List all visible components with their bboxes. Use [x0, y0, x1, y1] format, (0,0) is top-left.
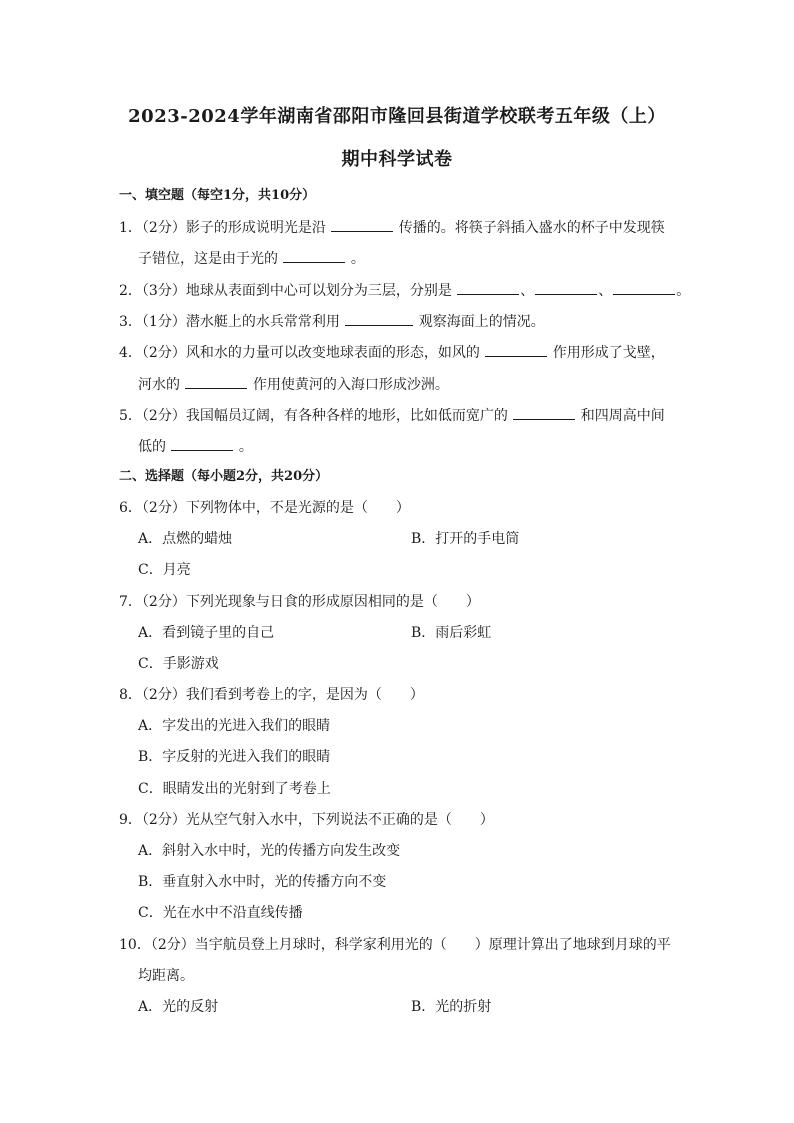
q4-text-d: 作用使黄河的入海口形成沙洲。 — [252, 377, 449, 393]
q8-option-a[interactable]: A．字发出的光进入我们的眼睛 — [138, 718, 331, 734]
question-4-line2 — [138, 374, 449, 395]
q4-blank-1[interactable] — [485, 342, 547, 357]
question-2 — [119, 280, 690, 301]
question-10-stem-line1: 10．（2分）当宇航员登上月球时，科学家利用光的（ ）原理计算出了地球到月球的平 — [119, 937, 671, 953]
section-choice-heading: 二、选择题（每小题2分，共20分） — [119, 469, 329, 484]
q2-sep-1: 、 — [520, 283, 535, 299]
q5-blank-2[interactable] — [171, 436, 233, 451]
q2-blank-1[interactable] — [457, 280, 519, 295]
q7-option-a[interactable]: A．看到镜子里的自己 — [138, 625, 275, 641]
q4-text-c: 河水的 — [138, 377, 180, 393]
q5-text-c: 低的 — [138, 439, 166, 455]
q6-option-c[interactable]: C．月亮 — [138, 562, 191, 578]
q2-blank-3[interactable] — [613, 280, 675, 295]
question-4-line1 — [119, 342, 665, 363]
q1-blank-1[interactable] — [331, 217, 393, 232]
q10-option-b[interactable]: B．光的折射 — [411, 999, 492, 1015]
section-fill-blank-heading: 一、填空题（每空1分，共10分） — [119, 188, 316, 203]
exam-title-line2: 期中科学试卷 — [341, 149, 453, 170]
q3-text-a: 3．（1分）潜水艇上的水兵常常利用 — [119, 314, 340, 330]
q2-blank-2[interactable] — [535, 280, 597, 295]
q1-text-b: 传播的。将筷子斜插入盛水的杯子中发现筷 — [398, 220, 665, 236]
question-9-stem: 9．（2分）光从空气射入水中，下列说法不正确的是（ ） — [119, 812, 494, 828]
q1-text-a: 1．（2分）影子的形成说明光是沿 — [119, 220, 326, 236]
q8-option-b[interactable]: B．字反射的光进入我们的眼睛 — [138, 749, 331, 765]
q2-end: 。 — [676, 283, 691, 299]
q9-option-c[interactable]: C．光在水中不沿直线传播 — [138, 905, 303, 921]
q1-text-c: 子错位，这是由于光的 — [138, 251, 278, 267]
q1-text-d: 。 — [350, 251, 365, 267]
q9-option-b[interactable]: B．垂直射入水中时，光的传播方向不变 — [138, 874, 387, 890]
q8-option-c[interactable]: C．眼睛发出的光射到了考卷上 — [138, 781, 331, 797]
q4-text-b: 作用形成了戈壁， — [552, 345, 665, 361]
q4-text-a: 4．（2分）风和水的力量可以改变地球表面的形态，如风的 — [119, 345, 480, 361]
q4-blank-2[interactable] — [185, 374, 247, 389]
q2-text-a: 2．（3分）地球从表面到中心可以划分为三层，分别是 — [119, 283, 452, 299]
question-10-stem-line2: 均距离。 — [138, 968, 194, 984]
q3-text-b: 观察海面上的情况。 — [418, 314, 545, 330]
q10-option-a[interactable]: A．光的反射 — [138, 999, 219, 1015]
q5-text-a: 5．（2分）我国幅员辽阔，有各种各样的地形，比如低而宽广的 — [119, 408, 508, 424]
q5-text-d: 。 — [238, 439, 253, 455]
question-5-line1 — [119, 405, 665, 426]
q3-blank-1[interactable] — [345, 311, 413, 326]
q1-blank-2[interactable] — [283, 248, 345, 263]
question-1-line1 — [119, 217, 665, 238]
q7-option-b[interactable]: B．雨后彩虹 — [411, 625, 492, 641]
q9-option-a[interactable]: A．斜射入水中时，光的传播方向发生改变 — [138, 843, 401, 859]
q6-option-b[interactable]: B．打开的手电筒 — [411, 531, 520, 547]
question-8-stem: 8．（2分）我们看到考卷上的字，是因为（ ） — [119, 687, 424, 703]
q7-option-c[interactable]: C．手影游戏 — [138, 656, 219, 672]
q5-text-b: 和四周高中间 — [580, 408, 665, 424]
question-3 — [119, 311, 545, 332]
exam-title-line1: 2023-2024学年湖南省邵阳市隆回县街道学校联考五年级（上） — [128, 106, 666, 127]
question-6-stem: 6．（2分）下列物体中，不是光源的是（ ） — [119, 500, 410, 516]
q5-blank-1[interactable] — [513, 405, 575, 420]
question-1-line2 — [138, 248, 365, 269]
q2-sep-2: 、 — [598, 283, 613, 299]
q6-option-a[interactable]: A．点燃的蜡烛 — [138, 531, 233, 547]
question-7-stem: 7．（2分）下列光现象与日食的形成原因相同的是（ ） — [119, 594, 480, 610]
question-5-line2 — [138, 436, 253, 457]
